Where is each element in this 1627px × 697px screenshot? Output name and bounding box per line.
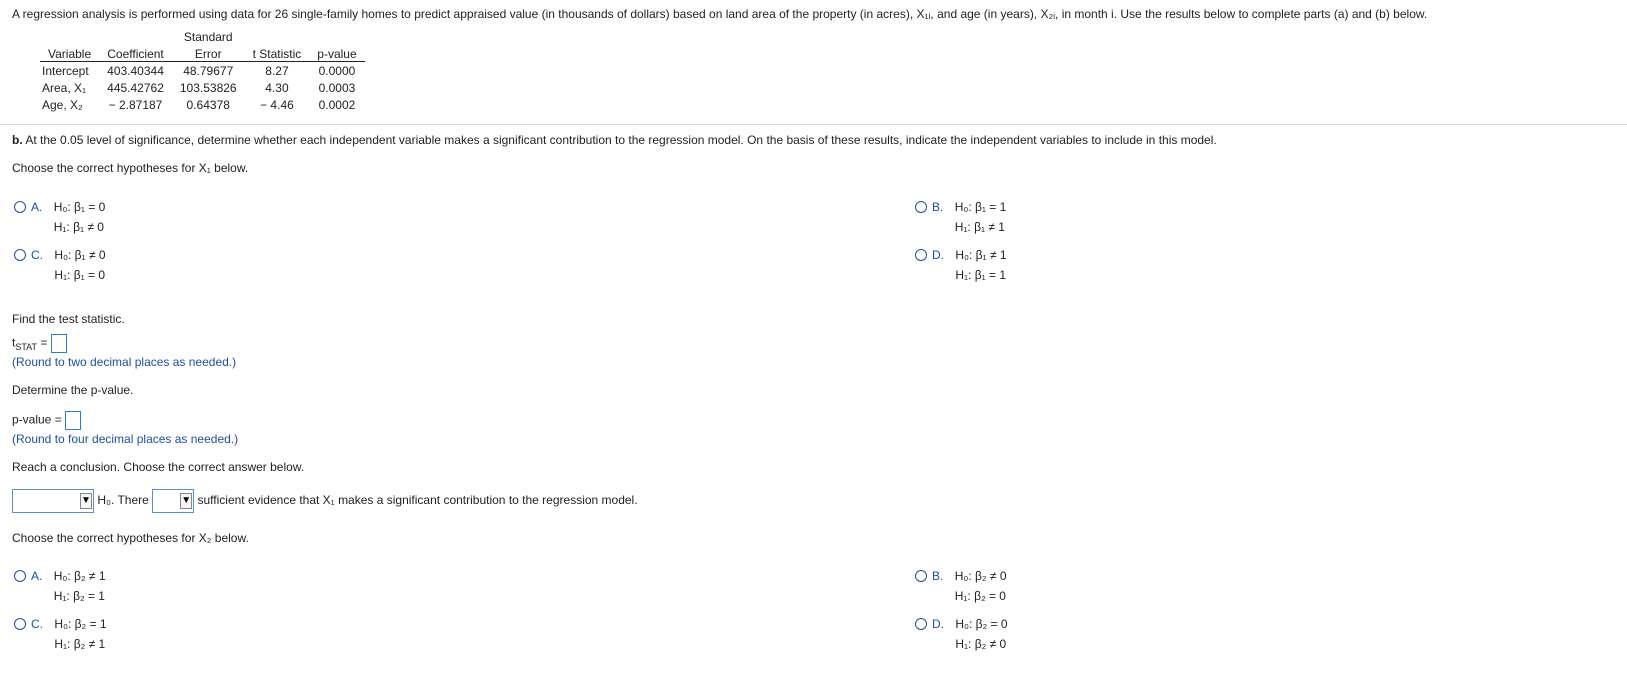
cell: 48.79677 <box>183 63 234 78</box>
x2-option-d[interactable] <box>915 614 1008 654</box>
part-b-label: b. <box>12 133 23 147</box>
cell: 8.27 <box>265 63 289 78</box>
x2-prompt: Choose the correct hypotheses for X₂ below. <box>12 531 249 545</box>
table-row <box>40 62 365 80</box>
reject-dropdown[interactable] <box>12 489 94 513</box>
x2-option-c[interactable] <box>14 614 107 654</box>
cell: − 2.87187 <box>108 97 163 112</box>
tstat-row <box>12 334 67 353</box>
x1-option-c[interactable] <box>14 245 106 285</box>
conclusion-prompt: Reach a conclusion. Choose the correct answer below. <box>12 460 305 474</box>
h0-there-text: H₀. There <box>97 493 149 507</box>
cell: 4.30 <box>265 80 289 95</box>
header-coefficient: Coefficient <box>99 44 172 62</box>
option-letter: A. <box>31 200 43 214</box>
option-letter: A. <box>31 569 43 583</box>
round-four-hint: (Round to four decimal places as needed.) <box>12 432 239 446</box>
radio-icon[interactable] <box>915 618 927 630</box>
radio-icon[interactable] <box>14 249 26 261</box>
part-b-instructions <box>12 133 1217 147</box>
tstat-input[interactable] <box>51 334 67 353</box>
cell: − 4.46 <box>260 97 294 112</box>
tstat-equals: = <box>40 335 48 350</box>
cell: 0.0003 <box>318 80 356 95</box>
x1-prompt: Choose the correct hypotheses for X₁ below. <box>12 161 249 175</box>
determine-pvalue: Determine the p-value. <box>12 383 134 397</box>
alt-hypothesis: H₁: β₂ = 1 <box>53 589 105 603</box>
header-standard: Standard <box>183 30 233 44</box>
x1-option-d[interactable] <box>915 245 1007 285</box>
pvalue-label: p-value = <box>12 412 62 427</box>
option-letter: D. <box>932 248 944 262</box>
radio-icon[interactable] <box>14 201 26 213</box>
alt-hypothesis: H₁: β₁ ≠ 0 <box>53 220 104 234</box>
table-row <box>40 79 365 96</box>
table-row <box>40 96 365 113</box>
x1-option-b[interactable] <box>915 197 1006 237</box>
radio-icon[interactable] <box>14 570 26 582</box>
radio-icon[interactable] <box>915 249 927 261</box>
alt-hypothesis: H₁: β₁ ≠ 1 <box>954 220 1005 234</box>
option-letter: D. <box>932 617 944 631</box>
null-hypothesis: H₀: β₂ ≠ 0 <box>954 569 1007 583</box>
x2-option-a[interactable] <box>14 566 106 606</box>
radio-icon[interactable] <box>915 570 927 582</box>
cell: 0.0002 <box>318 97 356 112</box>
radio-icon[interactable] <box>14 618 26 630</box>
pvalue-row <box>12 411 81 430</box>
alt-hypothesis: H₁: β₂ = 0 <box>954 589 1006 603</box>
header-error: Error <box>172 44 245 62</box>
cell: Intercept <box>42 63 89 78</box>
cell: 0.0000 <box>318 63 356 78</box>
null-hypothesis: H₀: β₂ = 1 <box>54 617 107 631</box>
x2-option-b[interactable] <box>915 566 1007 606</box>
conclusion-row <box>12 488 638 513</box>
null-hypothesis: H₀: β₁ = 1 <box>954 200 1007 214</box>
part-b-text: At the 0.05 level of significance, determine whether each independent variable makes a significant contribution to the regression model. On the basis of these results, indicate the independent variables to include in this model. <box>25 133 1217 147</box>
null-hypothesis: H₀: β₂ = 0 <box>955 617 1008 631</box>
find-test-statistic: Find the test statistic. <box>12 312 125 326</box>
header-tstat: t Statistic <box>245 44 310 62</box>
alt-hypothesis: H₁: β₁ = 0 <box>54 268 106 282</box>
header-pvalue: p-value <box>309 44 364 62</box>
dropdown-arrow-icon: ▼ <box>80 493 92 509</box>
cell: 445.42762 <box>107 80 164 95</box>
problem-intro: A regression analysis is performed using data for 26 single-family homes to predict appraised value (in thousands of dollars) based on land area of the property (in acres), X₁ᵢ, and age (in years), X₂ᵢ, in month i. Use the results below to complete parts (a) and (b) below. <box>12 7 1428 21</box>
null-hypothesis: H₀: β₁ ≠ 0 <box>54 248 106 262</box>
null-hypothesis: H₀: β₂ ≠ 1 <box>53 569 106 583</box>
option-letter: B. <box>932 200 944 214</box>
pvalue-input[interactable] <box>65 411 81 430</box>
section-divider <box>0 124 1627 125</box>
regression-table <box>40 27 365 113</box>
round-two-hint: (Round to two decimal places as needed.) <box>12 355 237 369</box>
null-hypothesis: H₀: β₁ = 0 <box>53 200 106 214</box>
conclusion-sentence: sufficient evidence that X₁ makes a significant contribution to the regression model. <box>197 493 638 507</box>
cell: 403.40344 <box>107 63 164 78</box>
cell: 0.64378 <box>186 97 230 112</box>
evidence-dropdown[interactable] <box>152 489 194 513</box>
dropdown-arrow-icon: ▼ <box>180 493 192 509</box>
option-letter: C. <box>31 248 43 262</box>
null-hypothesis: H₀: β₁ ≠ 1 <box>955 248 1007 262</box>
tstat-sub: STAT <box>15 342 38 353</box>
alt-hypothesis: H₁: β₂ ≠ 0 <box>955 637 1007 651</box>
x1-option-a[interactable] <box>14 197 105 237</box>
cell: Age, X₂ <box>42 97 83 112</box>
header-variable: Variable <box>40 44 99 62</box>
alt-hypothesis: H₁: β₂ ≠ 1 <box>54 637 106 651</box>
option-letter: C. <box>31 617 43 631</box>
option-letter: B. <box>932 569 944 583</box>
alt-hypothesis: H₁: β₁ = 1 <box>955 268 1007 282</box>
cell: Area, X₁ <box>42 80 87 95</box>
cell: 103.53826 <box>179 80 237 95</box>
tstat-label: t <box>12 335 16 350</box>
radio-icon[interactable] <box>915 201 927 213</box>
